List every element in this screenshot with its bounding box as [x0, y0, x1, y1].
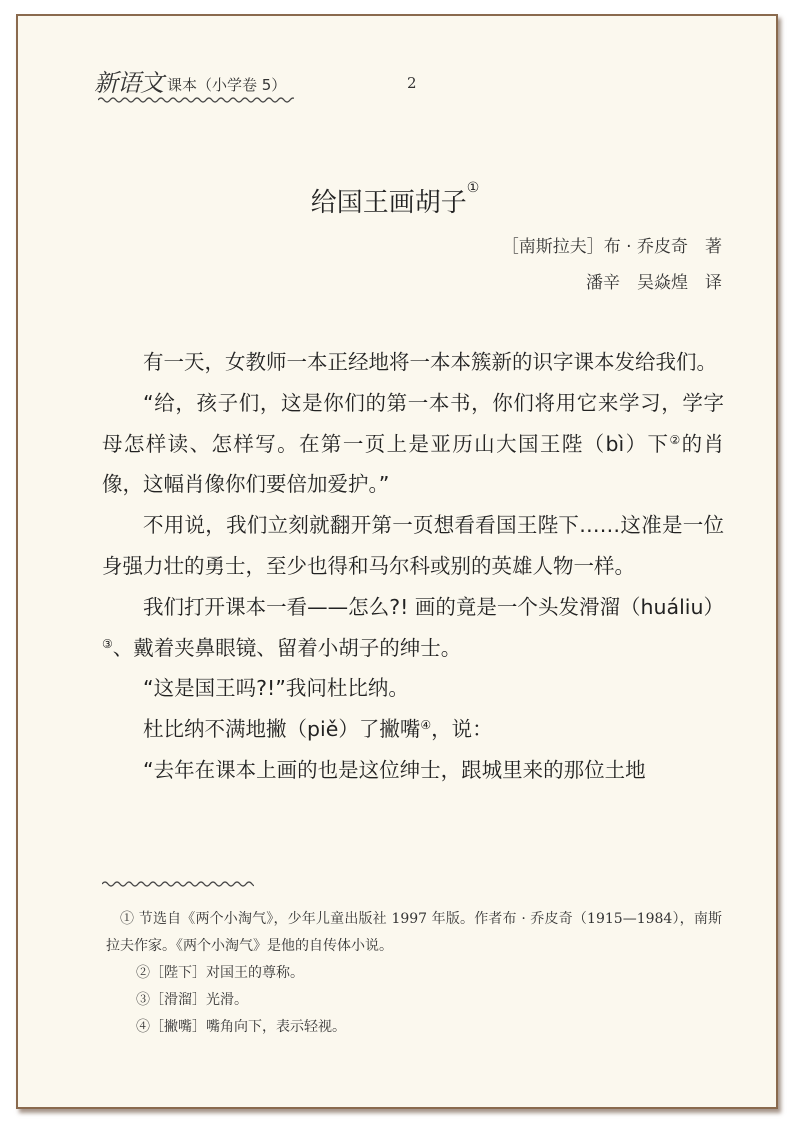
paragraph — [102, 750, 724, 791]
article-body — [102, 342, 724, 791]
paragraph — [102, 709, 724, 750]
paragraph-text: 我们打开课本一看——怎么?! 画的竟是一个头发滑溜（huáliu） — [143, 594, 724, 619]
header-wavy-underline — [98, 96, 294, 104]
paragraph-text: 、戴着夹鼻眼镜、留着小胡子的绅士。 — [112, 635, 462, 660]
paragraph-text: “给，孩子们，这是你们的第一本书，你们将用它来学习，学字母怎样读、怎样写。在第一页上是亚历山大国王陛（bì）下 — [102, 390, 724, 456]
paragraph-text: 有一天，女教师一本正经地将一本本簇新的识字课本发给我们。 — [143, 350, 717, 374]
footnote: ④［撇嘴］嘴角向下，表示轻视。 — [136, 1019, 346, 1035]
series-title: 课本（小学卷 5） — [167, 76, 287, 94]
author-credit: ［南斯拉夫］布 · 乔皮奇 著 — [501, 237, 722, 257]
running-header — [94, 62, 286, 98]
paragraph-text: ，说： — [431, 717, 493, 742]
paragraph-text: 的肖像，这幅肖像你们要倍加爱护。” — [102, 431, 724, 497]
title-text: 给国王画胡子 — [310, 188, 467, 218]
paragraph — [102, 383, 724, 505]
title-footnote-marker: ① — [466, 180, 480, 196]
paragraph-text: “去年在课本上画的也是这位绅士，跟城里来的那位土地 — [143, 757, 646, 782]
footnote-marker: ③ — [102, 636, 113, 651]
footnote: ③［滑溜］光滑。 — [136, 992, 248, 1008]
paragraph — [102, 668, 724, 709]
paragraph — [102, 342, 724, 383]
footnote: ① 节选自《两个小淘气》，少年儿童出版社 1997 年版。作者布 · 乔皮奇（1915—1984），南斯拉夫作家。《两个小淘气》是他的自传体小说。 — [106, 911, 722, 954]
paragraph — [102, 505, 724, 587]
paragraph-text: “这是国王吗?!”我问杜比纳。 — [143, 676, 409, 701]
paragraph — [102, 587, 724, 669]
footnote-marker: ④ — [420, 718, 432, 733]
article-title — [0, 182, 790, 219]
footnotes — [106, 906, 722, 1041]
page-number: 2 — [407, 74, 417, 92]
footnote: ②［陛下］对国王的尊称。 — [136, 965, 304, 981]
series-brand: 新语文 — [94, 69, 163, 97]
translator-credit: 潘辛 吴焱煌 译 — [586, 273, 722, 293]
paragraph-text: 不用说，我们立刻就翻开第一页想看看国王陛下……这准是一位身强力壮的勇士，至少也得和马尔科或别的英雄人物一样。 — [102, 513, 724, 578]
footnote-marker: ② — [669, 432, 682, 447]
footnote-separator — [102, 880, 254, 888]
paragraph-text: 杜比纳不满地撇（piě）了撇嘴 — [143, 717, 421, 742]
